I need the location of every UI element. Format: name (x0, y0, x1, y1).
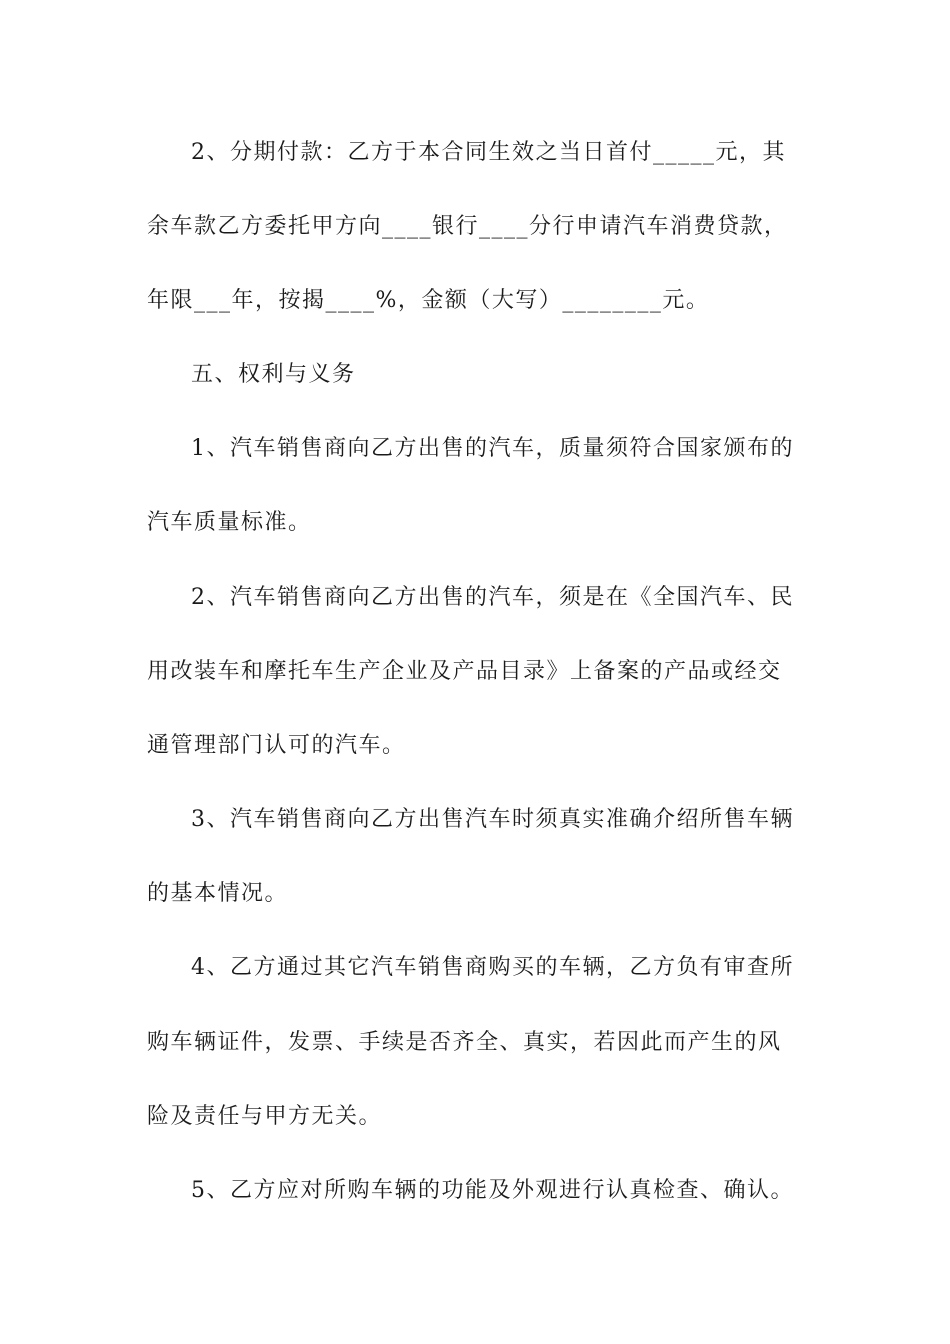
clause-1-line-1: 1、汽车销售商向乙方出售的汽车，质量须符合国家颁布的 (191, 436, 794, 461)
clause-2-line-1: 2、汽车销售商向乙方出售的汽车，须是在《全国汽车、民 (191, 585, 794, 610)
clause-2-line-3: 通管理部门认可的汽车。 (147, 733, 406, 758)
clause-4-line-1: 4、乙方通过其它汽车销售商购买的车辆，乙方负有审查所 (191, 955, 794, 980)
clause-4-line-3: 险及责任与甲方无关。 (147, 1104, 383, 1129)
clause-2-line-2: 用改装车和摩托车生产企业及产品目录》上备案的产品或经交 (147, 659, 782, 684)
paragraph-installment-line-3: 年限___年，按揭____%，金额（大写）________元。 (147, 288, 710, 313)
clause-3-line-1: 3、汽车销售商向乙方出售汽车时须真实准确介绍所售车辆 (191, 807, 794, 832)
clause-4-line-2: 购车辆证件，发票、手续是否齐全、真实，若因此而产生的风 (147, 1030, 782, 1055)
clause-5-line-1: 5、乙方应对所购车辆的功能及外观进行认真检查、确认。 (191, 1178, 794, 1203)
paragraph-installment-line-2: 余车款乙方委托甲方向____银行____分行申请汽车消费贷款， (147, 214, 788, 239)
clause-3-line-2: 的基本情况。 (147, 881, 289, 906)
section-heading-rights-obligations: 五、权利与义务 (191, 362, 356, 387)
clause-1-line-2: 汽车质量标准。 (147, 510, 312, 535)
paragraph-installment-line-1: 2、分期付款：乙方于本合同生效之当日首付_____元，其 (191, 140, 786, 165)
